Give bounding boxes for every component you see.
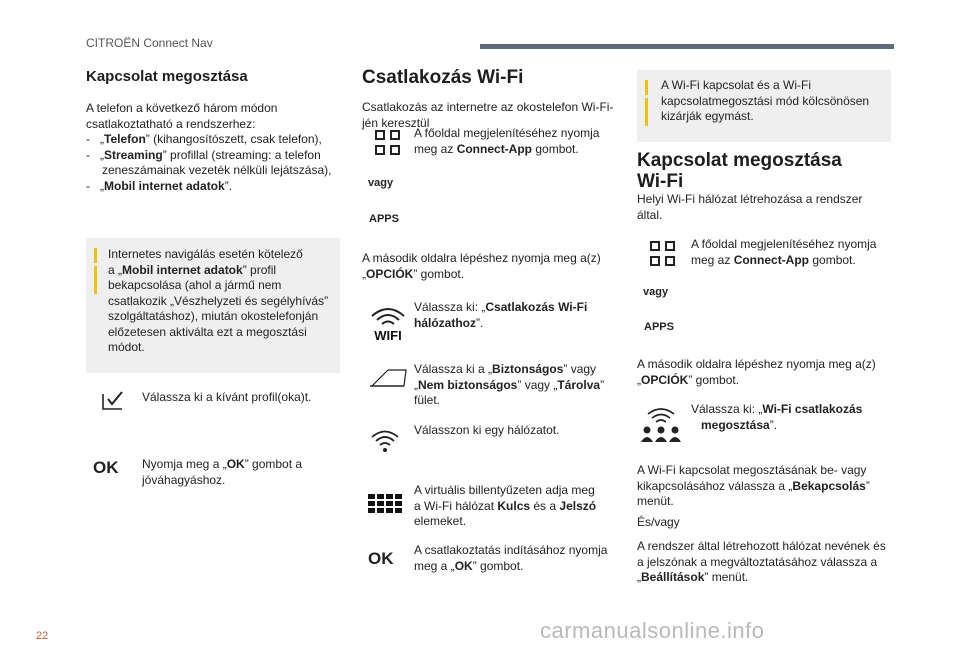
step-select-network: Válasszon ki egy hálózatot. bbox=[414, 423, 560, 437]
section-heading-wifi-sharing: Kapcsolat megosztása Wi-Fi bbox=[637, 150, 842, 192]
paragraph-and-or: És/vagy bbox=[637, 515, 680, 529]
grid-icon bbox=[650, 241, 675, 266]
paragraph-enable: A Wi-Fi kapcsolat megosztásának be- vagy kikapcsolásához válassza a „Bekapcsolás” menüt. bbox=[637, 463, 870, 508]
info-icon bbox=[645, 80, 648, 95]
list-item: - „Telefon” (kihangosítószett, csak telefon), bbox=[86, 132, 322, 146]
wifi-icon bbox=[370, 428, 400, 454]
step-enter-key: A virtuális billentyűzeten adja meg a Wi-Fi hálózat Kulcs és a Jelszó elemeket. bbox=[414, 483, 597, 528]
step-select-tab: Válassza ki a „Biztonságos” vagy „Nem biztonságos” vagy „Tárolva” fület. bbox=[414, 362, 605, 407]
network-share-icon bbox=[640, 404, 682, 446]
header-bar bbox=[480, 44, 894, 49]
info-note-navigation: Internetes navigálás esetén kötelező a „Mobil internet adatok” profil bekapcsolása (ahol a jármű nem csatlakozik „Vészhelyzeti és segélyhívás” szolgáltatáshoz), miután okostelefonján előzetesen aktiválta ezt a megosztási módot. bbox=[86, 238, 340, 373]
step-options: A második oldalra lépéshez nyomja meg a(z) „OPCIÓK” gombot. bbox=[637, 357, 876, 387]
list-item: - „Streaming” profillal (streaming: a telefon bbox=[86, 147, 321, 162]
apps-button-label: APPS bbox=[644, 321, 674, 333]
paragraph-settings: A rendszer által létrehozott hálózat nevének és a jelszónak a megváltoztatásához válassza a „Beállítások” menüt. bbox=[637, 539, 886, 584]
or-label: vagy bbox=[368, 177, 394, 189]
step-select-profile: Válassza ki a kívánt profil(oka)t. bbox=[142, 390, 312, 404]
edit-icon bbox=[368, 368, 408, 388]
svg-text:WIFI: WIFI bbox=[374, 328, 402, 342]
step-connect-app: A főoldal megjelenítéséhez nyomja meg az Connect-App gombot. bbox=[414, 126, 600, 156]
apps-button-label: APPS bbox=[369, 213, 399, 225]
ok-icon: OK bbox=[368, 549, 394, 568]
document-header: CITROËN Connect Nav bbox=[86, 36, 213, 50]
checkbox-icon bbox=[100, 389, 126, 411]
section-heading-sharing: Kapcsolat megosztása bbox=[86, 68, 248, 85]
or-label: vagy bbox=[643, 286, 669, 298]
grid-icon bbox=[375, 130, 400, 155]
step-select-wifi-connect: Válassza ki: „Csatlakozás Wi-Fi hálózathoz”. bbox=[414, 300, 588, 330]
info-icon bbox=[94, 248, 97, 263]
section-heading-wifi: Csatlakozás Wi-Fi bbox=[362, 67, 524, 88]
col3-intro: Helyi Wi-Fi hálózat létrehozása a rendszer által. bbox=[637, 192, 863, 222]
step-select-wifi-sharing: Válassza ki: „Wi-Fi csatlakozás megosztása”. bbox=[691, 402, 863, 432]
page-number: 22 bbox=[36, 630, 49, 642]
list-item: - „Mobil internet adatok”. bbox=[86, 178, 233, 193]
keyboard-icon bbox=[368, 494, 402, 513]
step-start-connection: A csatlakoztatás indításához nyomja meg a „OK” gombot. bbox=[414, 543, 608, 573]
step-connect-app: A főoldal megjelenítéséhez nyomja meg az Connect-App gombot. bbox=[691, 237, 877, 267]
wifi-icon bbox=[368, 300, 408, 342]
ok-icon: OK bbox=[93, 458, 119, 477]
watermark: carmanualsonline.info bbox=[540, 618, 765, 643]
step-options: A második oldalra lépéshez nyomja meg a(z) „OPCIÓK” gombot. bbox=[362, 251, 601, 281]
col1-intro: A telefon a következő három módon csatlakoztatható a rendszerhez: - „Telefon” (kihangosítószett, csak telefon), - „Streaming” profillal (streaming: a telefon zeneszámainak vezeték nélküli lejátszása), - „Mobil internet adatok”. bbox=[86, 101, 346, 194]
col2-intro: Csatlakozás az internetre az okostelefon Wi-Fi- jén keresztül bbox=[362, 100, 614, 130]
info-note-exclusive: A Wi-Fi kapcsolat és a Wi-Fi kapcsolatmegosztási mód kölcsönösen kizárják egymást. bbox=[637, 70, 891, 142]
step-press-ok: Nyomja meg a „OK” gombot a jóváhagyáshoz. bbox=[142, 457, 303, 487]
